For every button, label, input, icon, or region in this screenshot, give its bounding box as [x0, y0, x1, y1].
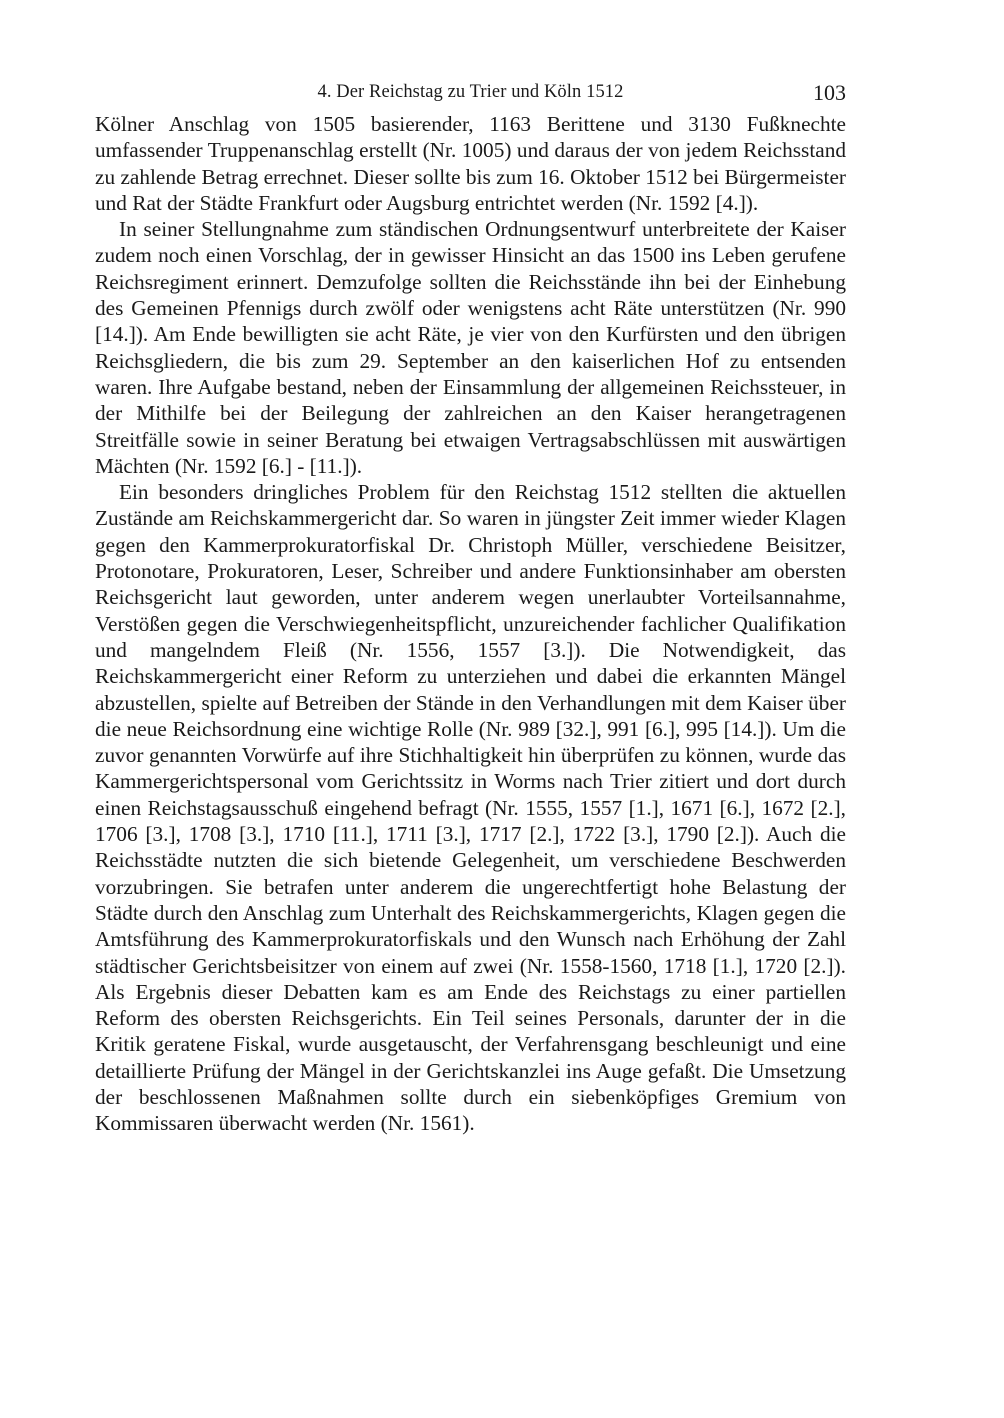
paragraph-continuation: Kölner Anschlag von 1505 basierender, 1163 Berittene und 3130 Fußknechte umfassender Truppenanschlag erstellt (Nr. 1005) und daraus der von jedem Reichsstand zu zahlende Betrag errechnet. Dieser sollte bis zum 16. Oktober 1512 bei Bürgermeister und Rat der Städte Frankfurt oder Augsburg entrichtet werden (Nr. 1592 [4.]). — [95, 112, 846, 215]
paragraph-reichskammergericht: Ein besonders dringliches Problem für den Reichstag 1512 stellten die aktuellen Zustände am Reichskammergericht dar. So waren in jüngster Zeit immer wieder Klagen gegen den Kammerprokuratorfiskal Dr. Christoph Müller, verschiedene Beisitzer, Protonotare, Prokuratoren, Leser, Schreiber und andere Funktionsinhaber am obersten Reichsgericht laut geworden, unter anderem wegen unerlaubter Vorteilsannahme, Verstößen gegen die Verschwiegenheitspflicht, unzureichender fachlicher Qualifikation und mangelndem Fleiß (Nr. 1556, 1557 [3.]). Die Notwendigkeit, das Reichskammergericht einer Reform zu unterziehen und dabei die erkannten Mängel abzustellen, spielte auf Betreiben der Stände in den Verhandlungen mit dem Kaiser über die neue Reichsordnung eine wichtige Rolle (Nr. 989 [32.], 991 [6.], 995 [14.]). Um die zuvor genannten Vorwürfe auf ihre Stichhaltigkeit hin überprüfen zu können, wurde das Kammergerichtspersonal vom Gerichtssitz in Worms nach Trier zitiert und dort durch einen Reichstagsausschuß eingehend befragt (Nr. 1555, 1557 [1.], 1671 [6.], 1672 [2.], 1706 [3.], 1708 [3.], 1710 [11.], 1711 [3.], 1717 [2.], 1722 [3.], 1790 [2.]). Auch die Reichsstädte nutzten die sich bietende Gelegenheit, um verschiedene Beschwerden vorzubringen. Sie betrafen unter anderem die ungerechtfertigt hohe Belastung der Städte durch den Anschlag zum Unterhalt des Reichskammergerichts, Klagen gegen die Amtsführung des Kammerprokuratorfiskals und den Wunsch nach Erhöhung der Zahl städtischer Gerichtsbeisitzer von einem auf zwei (Nr. 1558-1560, 1718 [1.], 1720 [2.]). Als Ergebnis dieser Debatten kam es am Ende des Reichstags zu einer partiellen Reform des obersten Reichsgerichts. Ein Teil seines Personals, darunter der in die Kritik geratene Fiskal, wurde ausgetauscht, der Verfahrensgang beschleunigt und eine detaillierte Prüfung der Mängel in der Gerichtskanzlei ins Auge gefaßt. Die Umsetzung der beschlossenen Maßnahmen sollte durch ein siebenköpfiges Gremium von Kommissaren überwacht werden (Nr. 1561). — [95, 480, 846, 1136]
page-number: 103 — [813, 80, 846, 105]
document-page — [95, 0, 846, 1137]
body-text — [95, 111, 846, 1137]
running-title: 4. Der Reichstag zu Trier und Köln 1512 — [317, 82, 624, 102]
paragraph-reichsregiment: In seiner Stellungnahme zum ständischen Ordnungsentwurf unterbreitete der Kaiser zudem noch einen Vorschlag, der in gewisser Hinsicht an das 1500 ins Leben gerufene Reichsregiment erinnert. Demzufolge sollten die Reichsstände ihn bei der Einhebung des Gemeinen Pfennigs durch zwölf oder wenigstens acht Räte unterstützen (Nr. 990 [14.]). Am Ende bewilligten sie acht Räte, je vier von den Kurfürsten und den übrigen Reichsgliedern, die bis zum 29. September an den kaiserlichen Hof zu entsenden waren. Ihre Aufgabe bestand, neben der Einsammlung der allgemeinen Reichssteuer, in der Mithilfe bei der Beilegung der zahlreichen an den Kaiser herangetragenen Streitfälle sowie in seiner Beratung bei etwaigen Vertragsabschlüssen mit auswärtigen Mächten (Nr. 1592 [6.] - [11.]). — [95, 217, 846, 478]
running-header — [95, 72, 846, 112]
